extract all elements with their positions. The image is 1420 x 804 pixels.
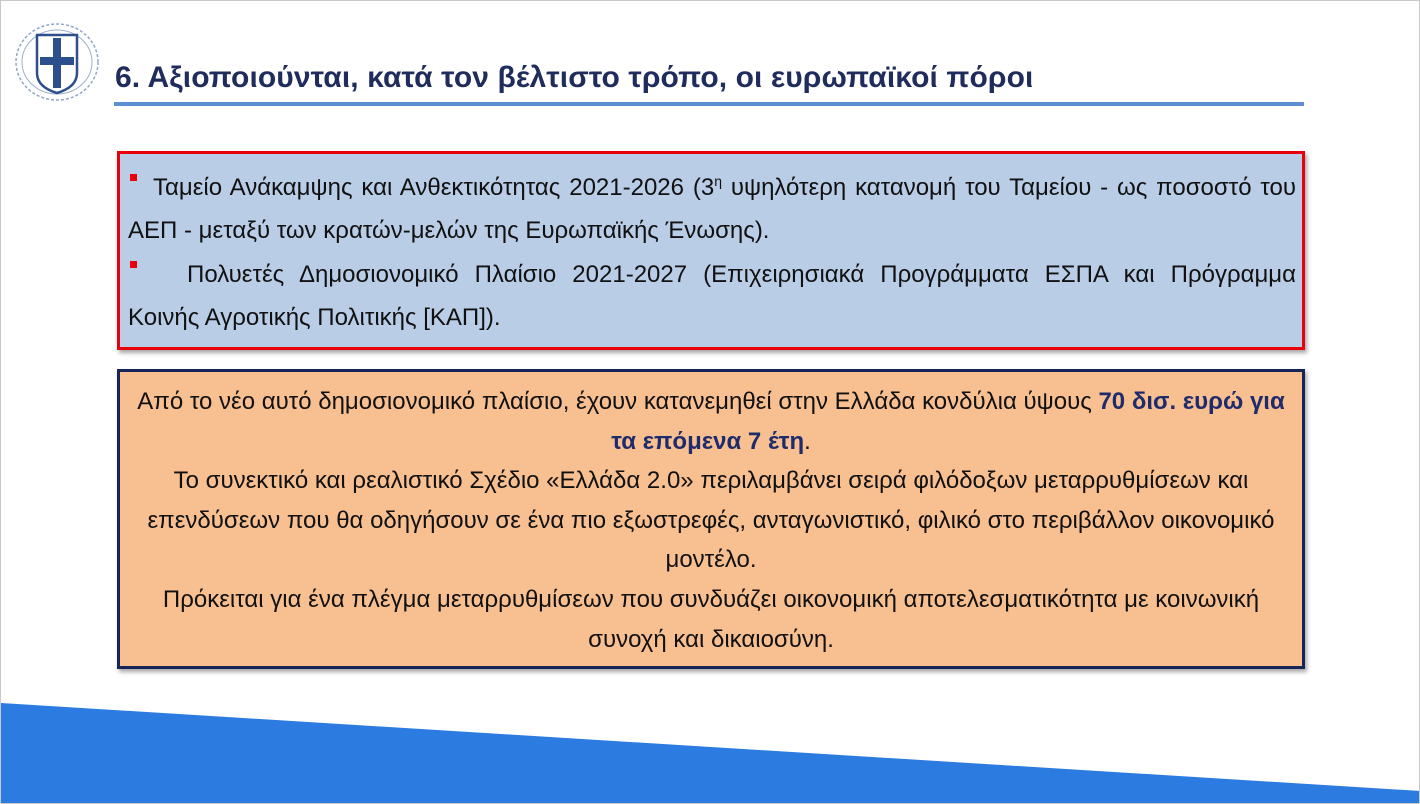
list-item-multiannual-framework: Πολυετές Δημοσιονομικό Πλαίσιο 2021-2027 (Επιχειρησιακά Προγράμματα ΕΣΠΑ και Πρόγραμμα Κοινής Αγροτικής Πολιτικής [ΚΑΠ]). bbox=[128, 261, 1296, 331]
footer-band bbox=[1, 691, 1420, 804]
summary-paragraph-reforms: Πρόκειται για ένα πλέγμα μεταρρυθμίσεων που συνδυάζει οικονομική αποτελεσματικότητα με κοινωνική συνοχή και δικαιοσύνη. bbox=[162, 585, 1260, 653]
summary-text bbox=[128, 382, 1294, 659]
title-underline bbox=[114, 102, 1304, 106]
page-title: 6. Αξιοποιούνται, κατά τον βέλτιστο τρόπο, οι ευρωπαϊκοί πόροι bbox=[115, 61, 1034, 94]
summary-paragraph-plan: Το συνεκτικό και ρεαλιστικό Σχέδιο «Ελλάδα 2.0» περιλαμβάνει σειρά φιλόδοξων μεταρρυθμίσεων και επενδύσεων που θα οδηγήσουν σε ένα πιο εξωστρεφές, ανταγωνιστικό, φιλικό στο περιβάλλον οικονομικό μοντέλο. bbox=[147, 467, 1275, 574]
summary-box bbox=[117, 369, 1305, 669]
bullet-square-icon bbox=[130, 261, 137, 268]
bullet-square-icon bbox=[130, 174, 137, 181]
summary-paragraph-funding: Από το νέο αυτό δημοσιονομικό πλαίσιο, έχουν κατανεμηθεί στην Ελλάδα κονδύλια ύψους 70 δισ. ευρώ για τα επόμενα 7 έτη. bbox=[137, 388, 1285, 455]
funds-box bbox=[117, 151, 1305, 350]
funding-highlight: 70 δισ. ευρώ για τα επόμενα 7 έτη bbox=[611, 388, 1285, 455]
list-item-recovery-fund: Ταμείο Ανάκαμψης και Ανθεκτικότητας 2021-2026 ($3^\eta$ υψηλότερη κατανομή του Ταμείου - ως ποσοστό του ΑΕΠ - μεταξύ των κρατών-μελών της Ευρωπαϊκής Ένωσης). bbox=[128, 173, 1297, 244]
greek-coat-of-arms-icon bbox=[13, 21, 101, 103]
